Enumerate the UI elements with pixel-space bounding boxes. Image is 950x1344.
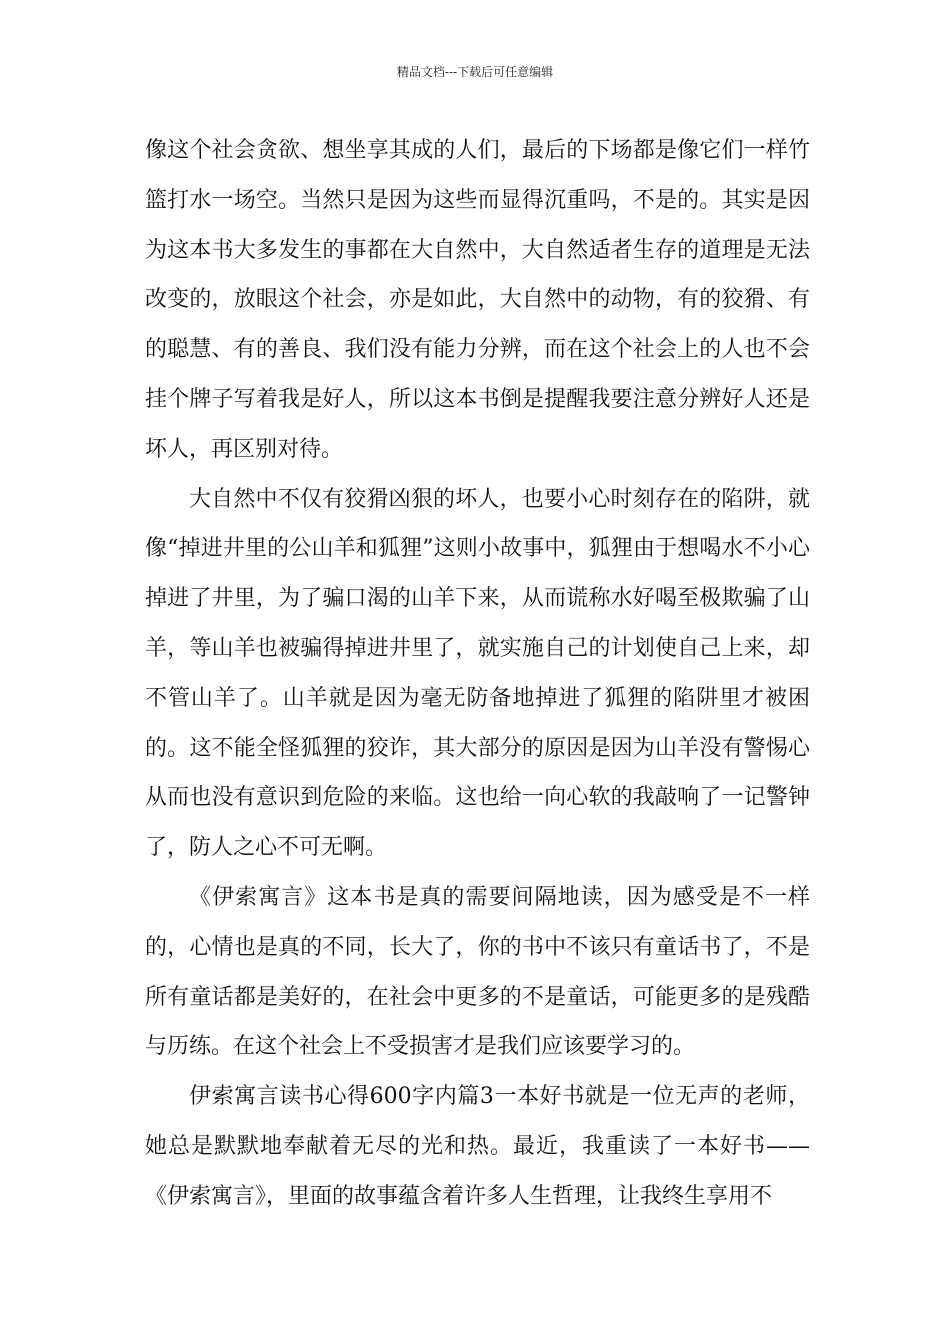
paragraph-4: 伊索寓言读书心得600字内篇3一本好书就是一位无声的老师，她总是默默地奉献着无尽的光和热。最近，我重读了一本好书——《伊索寓言》，里面的故事蕴含着许多人生哲理，让我终生享用不 <box>145 1084 810 1209</box>
paragraph-2: 大自然中不仅有狡猾凶狠的坏人，也要小心时刻存在的陷阱，就像“掉进井里的公山羊和狐狸”这则小故事中，狐狸由于想喝水不小心掉进了井里，为了骗口渴的山羊下来，从而谎称水好喝至极欺骗了山羊，等山羊也被骗得掉进井里了，就实施自己的计划使自己上来，却不管山羊了。山羊就是因为毫无防备地掉进了狐狸的陷阱里才被困的。这不能全怪狐狸的狡诈，其大部分的原因是因为山羊没有警惕心从而也没有意识到危险的来临。这也给一向心软的我敲响了一记警钟了，防人之心不可无啊。 <box>145 486 810 861</box>
paragraph-3: 《伊索寓言》这本书是真的需要间隔地读，因为感受是不一样的，心情也是真的不同，长大了，你的书中不该只有童话书了，不是所有童话都是美好的，在社会中更多的不是童话，可能更多的是残酷与历练。在这个社会上不受损害才是我们应该要学习的。 <box>145 884 810 1060</box>
document-body <box>145 126 810 1222</box>
paragraph-1: 像这个社会贪欲、想坐享其成的人们，最后的下场都是像它们一样竹篮打水一场空。当然只是因为这些而显得沉重吗，不是的。其实是因为这本书大多发生的事都在大自然中，大自然适者生存的道理是无法改变的，放眼这个社会，亦是如此，大自然中的动物，有的狡猾、有的聪慧、有的善良、我们没有能力分辨，而在这个社会上的人也不会挂个牌子写着我是好人，所以这本书倒是提醒我要注意分辨好人还是坏人，再区别对待。 <box>145 138 810 462</box>
page-header: 精品文档---下载后可任意编辑 <box>396 65 554 79</box>
